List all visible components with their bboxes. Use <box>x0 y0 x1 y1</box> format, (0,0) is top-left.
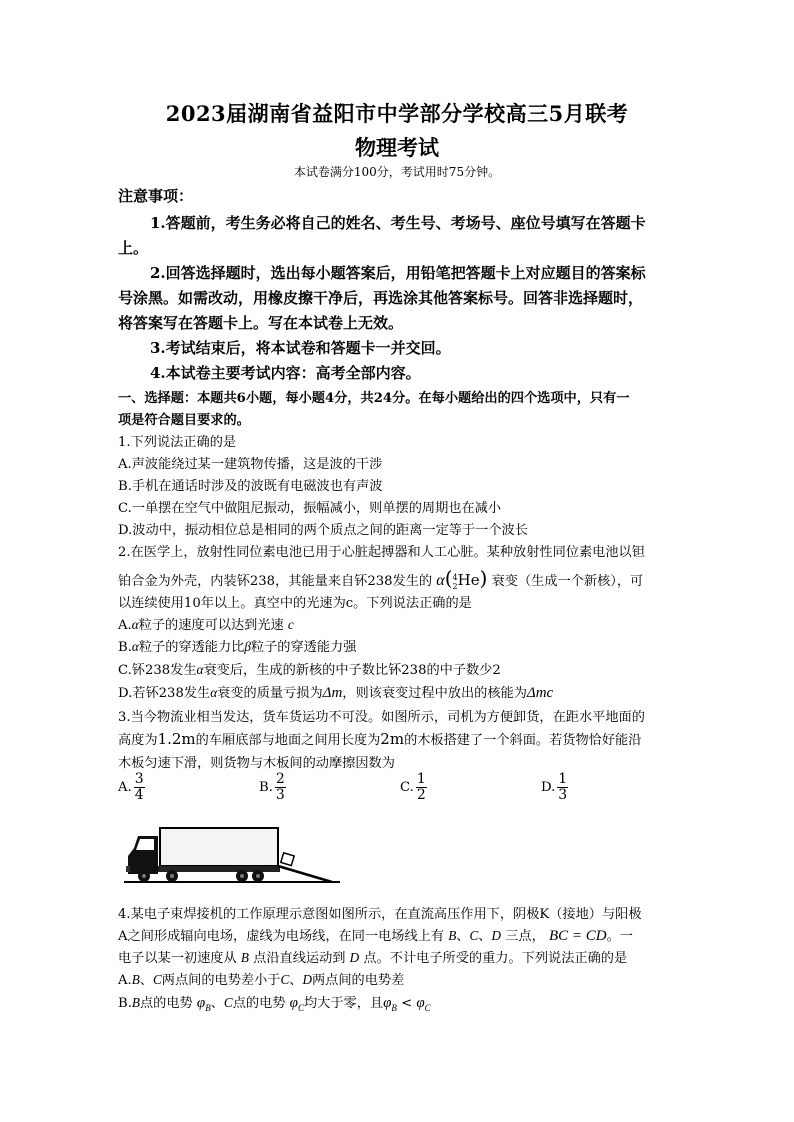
q3-b-fraction <box>275 772 286 803</box>
q2-b-beta: β <box>244 639 251 654</box>
q2-b-label: B. <box>118 640 132 655</box>
q4-point-d: D <box>491 928 501 943</box>
note-4: 4.本试卷主要考试内容：高考全部内容。 <box>150 364 421 382</box>
q2-d-text2: ，则该衰变过程中放出的核能为 <box>342 686 527 701</box>
q4-line1: 4.某电子束焊接机的工作原理示意图如图所示，在直流高压作用下，阴极K（接地）与阳极 <box>118 907 642 922</box>
q3-a-label: A. <box>118 780 132 795</box>
truck-trailer <box>158 828 280 872</box>
q3-line1: 3.当今物流业相当发达，货车货运功不可没。如图所示，司机为方便卸货，在距水平地面的 <box>118 710 645 725</box>
q4-line2: A之间形成辐向电场，虚线为电场线，在同一电场线上有 B、C、D 三点， BC = CD。一 <box>118 928 633 944</box>
q2-c-label: C.钚238发生 <box>118 663 197 678</box>
q3-option-a <box>118 772 145 803</box>
q2-d-mass-defect: Δm <box>322 685 343 701</box>
section1-line2: 项是符合题目要求的。 <box>118 413 250 428</box>
q4-line3-text2: 点沿直线运动到 <box>253 951 346 966</box>
q2-option-a <box>118 614 294 633</box>
q3-line2-text3: 的木板搭建了一个斜面。若货物恰好能沿 <box>404 733 642 748</box>
q4-b-cmp-phi-c: φ <box>416 995 425 1011</box>
note-2b: 号涂黑。如需改动，用橡皮擦干净后，再选涂其他答案标号。回答非选择题时， <box>118 289 644 307</box>
note-1b: 上。 <box>118 239 149 257</box>
q4-b-phi-c: φ <box>289 995 298 1011</box>
q2-c-alpha: α <box>196 662 204 677</box>
q1-stem: 1.下列说法正确的是 <box>118 435 237 450</box>
q2-line2-text-end: 衰变（生成一个新核），可 <box>491 574 644 589</box>
q4-option-a: A.B、C两点间的电势差小于C、D两点间的电势差 <box>118 972 405 988</box>
q4-b-label: B. <box>118 996 132 1011</box>
q4-b-phi-c-sub: C <box>297 1002 304 1013</box>
q3-line2-text2: 的车厢底部与地面之间用长度为 <box>195 733 381 748</box>
q4-b-text: 点的电势 <box>139 996 193 1011</box>
q4-line3-text: 电子以某一初速度从 <box>118 951 237 966</box>
q3-d-label: D. <box>541 780 556 795</box>
q2-a-text: 粒子的速度可以达到光速 <box>138 618 284 633</box>
q4-b-sep: 、 <box>210 996 224 1011</box>
q4-a-c2: C <box>280 972 290 987</box>
q2-paren-open: ( <box>444 566 453 590</box>
q2-b-alpha: α <box>131 639 139 654</box>
q4-line2-text2: 三点， <box>505 929 545 944</box>
q4-b-cmp-sub-b: B <box>391 1002 397 1013</box>
q2-a-label: A. <box>118 618 132 633</box>
q4-b-phi-b: φ <box>196 995 206 1011</box>
ramp-board <box>278 866 332 882</box>
q3-a-den: 4 <box>134 787 144 803</box>
q2-c-text: 衰变后，生成的新核的中子数比钚238的中子数少2 <box>203 663 501 678</box>
q4-a-label: A. <box>118 973 132 988</box>
exam-title: 2023届湖南省益阳市中学部分学校高三5月联考 <box>165 101 629 126</box>
section1-line1: 一、选择题：本题共6小题，每小题4分，共24分。在每小题给出的四个选项中，只有一 <box>118 391 630 406</box>
q3-c-num: 1 <box>416 771 426 787</box>
q3-c-label: C. <box>400 780 414 795</box>
q4-b-c: C <box>223 995 233 1010</box>
q2-paren-close: ) <box>479 566 488 590</box>
q3-d-fraction <box>557 772 568 803</box>
q4-a-text: 两点间的电势差小于 <box>161 973 281 988</box>
q4-b-text2: 点的电势 <box>232 996 286 1011</box>
q3-line3: 木板匀速下滑，则货物与木板间的动摩擦因数为 <box>118 756 395 771</box>
q2-atomic-number: 2 <box>452 581 458 591</box>
q3-line2 <box>118 729 641 748</box>
q2-option-d <box>118 682 553 702</box>
q1-option-b: B.手机在通话时涉及的波既有电磁波也有声波 <box>118 479 383 494</box>
q4-b-text3: 均大于零，且 <box>303 996 384 1011</box>
q2-d-alpha: α <box>210 685 218 700</box>
q3-c-fraction <box>416 772 427 803</box>
notes-heading: 注意事项： <box>118 187 194 205</box>
q3-height: 1.2m <box>157 730 196 748</box>
q4-line3 <box>118 947 627 966</box>
q2-option-c <box>118 659 501 678</box>
q2-option-b <box>118 636 356 655</box>
note-2a: 2.回答选择题时，选出每小题答案后，用铅笔把答题卡上对应题目的答案标 <box>150 264 646 282</box>
q4-line2-text: A之间形成辐向电场，虚线为电场线，在同一电场线上有 <box>118 929 445 944</box>
q4-b-less-than: < <box>396 996 417 1011</box>
q3-d-den: 3 <box>558 787 568 803</box>
q2-a-alpha: α <box>131 617 139 632</box>
q2-line2-text: 铂合金为外壳，内装钚238，其能量来自钚238发生的 <box>118 574 433 589</box>
q2-helium: He <box>457 571 480 589</box>
q2-b-text-end: 粒子的穿透能力强 <box>250 640 357 655</box>
q4-b-b: B <box>131 995 140 1010</box>
q4-l3-b: B <box>240 950 249 965</box>
q2-line1: 2.在医学上，放射性同位素电池已用于心脏起搏器和人工心脏。某种放射性同位素电池以钽 <box>118 545 645 560</box>
q3-a-num: 3 <box>134 771 144 787</box>
q2-mass-number: 4 <box>452 572 458 582</box>
q2-d-text: 衰变的质量亏损为 <box>217 686 323 701</box>
q4-a-text2: 两点间的电势差 <box>311 973 405 988</box>
subject-title: 物理考试 <box>355 135 439 160</box>
note-1a: 1.答题前，考生务必将自己的姓名、考生号、考场号、座位号填写在答题卡 <box>150 214 646 232</box>
q4-b-phi-b-sub: B <box>205 1002 211 1013</box>
q3-option-c <box>400 772 427 803</box>
q2-d-energy: Δmc <box>526 685 554 701</box>
q4-option-b <box>118 992 431 1014</box>
q4-a-d: D <box>302 972 312 987</box>
note-3: 3.考试结束后，将本试卷和答题卡一并交回。 <box>150 339 451 357</box>
q4-equal-spacing: BC = CD <box>548 928 607 944</box>
q2-line3: 以连续使用10年以上。真空中的光速为c。下列说法正确的是 <box>118 596 472 611</box>
truck-cab <box>126 836 158 874</box>
q2-b-text: 粒子的穿透能力比 <box>138 640 245 655</box>
q3-line2-text: 高度为 <box>118 733 158 748</box>
note-2c: 将答案写在答题卡上。写在本试卷上无效。 <box>118 314 404 332</box>
q2-line2 <box>118 566 643 591</box>
q4-l3-d: D <box>349 950 360 965</box>
q4-point-c: C <box>469 928 479 943</box>
q3-b-label: B. <box>259 780 273 795</box>
cargo-box <box>281 853 294 866</box>
q3-option-d <box>541 772 568 803</box>
q1-option-a: A.声波能绕过某一建筑物传播，这是波的干涉 <box>118 457 383 472</box>
q4-b-cmp-phi-b: φ <box>383 995 392 1011</box>
q3-option-b <box>259 772 286 803</box>
q2-alpha: α <box>436 572 445 589</box>
q3-length: 2m <box>380 730 405 748</box>
q3-b-num: 2 <box>275 771 285 787</box>
q4-a-b: B <box>131 972 140 987</box>
q4-a-c: C <box>152 972 162 987</box>
exam-meta: 本试卷满分100分，考试用时75分钟。 <box>293 165 501 179</box>
truck-ramp-figure <box>124 826 340 892</box>
q4-line2-text3: 。一 <box>606 929 633 944</box>
q4-line3-text3: 点。不计电子所受的重力。下列说法正确的是 <box>363 951 628 966</box>
q3-c-den: 2 <box>416 787 426 803</box>
q2-a-c: c <box>287 617 294 632</box>
q4-b-cmp-sub-c: C <box>424 1002 431 1013</box>
q4-point-b: B <box>448 928 457 943</box>
q1-option-c: C.一单摆在空气中做阻尼振动，振幅减小，则单摆的周期也在减小 <box>118 501 502 516</box>
q2-d-label: D.若钚238发生 <box>118 686 211 701</box>
q1-option-d: D.波动中，振动相位总是相同的两个质点之间的距离一定等于一个波长 <box>118 523 528 538</box>
q3-b-den: 3 <box>275 787 285 803</box>
q3-a-fraction <box>134 772 145 803</box>
q3-d-num: 1 <box>558 771 568 787</box>
